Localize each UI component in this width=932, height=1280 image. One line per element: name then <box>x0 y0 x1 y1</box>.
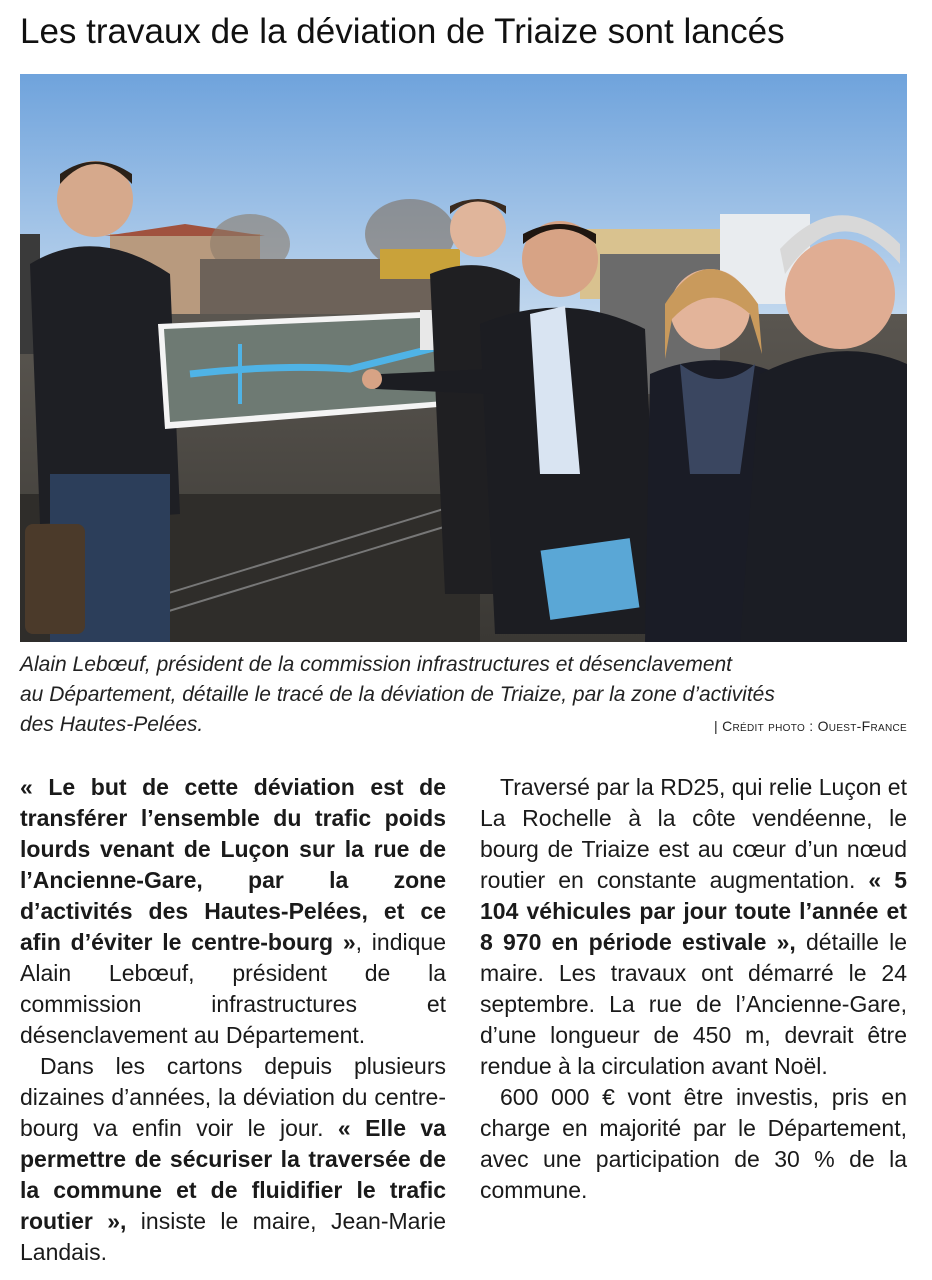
caption-line-1: Alain Lebœuf, président de la commission infrastructures et désenclavement <box>20 653 733 676</box>
photo-illustration <box>20 74 907 642</box>
article-headline: Les travaux de la déviation de Triaize sont lancés <box>20 12 785 51</box>
quote-2: « Elle va permettre de sécuriser la traversée de la commune et de fluidifier le trafic routier », <box>20 1115 446 1234</box>
quote-3: « 5 104 véhicules par jour toute l’année et 8 970 en période estivale », <box>480 867 907 955</box>
caption-line-2: au Département, détaille le tracé de la déviation de Triaize, par la zone d’activités <box>20 683 775 706</box>
paragraph-2 <box>20 1051 446 1268</box>
photo-credit: | Crédit photo : Ouest-France <box>713 718 907 734</box>
article-column-left <box>20 772 446 1268</box>
paragraph-2-text: Dans les cartons depuis plusieurs dizaines d’années, la déviation du centre-bourg va enfin voir le jour. <box>20 1053 446 1141</box>
caption-line-3: des Hautes-Pelées. <box>20 713 204 736</box>
paragraph-3-text: Traversé par la RD25, qui relie Luçon et La Rochelle à la côte vendéenne, le bourg de Triaize est au cœur d’un nœud routier en constante augmentation. <box>480 774 907 893</box>
paragraph-1 <box>20 772 446 1051</box>
quote-1: « Le but de cette déviation est de transférer l’ensemble du trafic poids lourds venant de Luçon sur la rue de l’Ancienne-Gare, par la zone d’activités des Hautes-Pelées, et ce afin d’éviter le centre-bourg » <box>20 774 446 955</box>
paragraph-3-rest: détaille le maire. Les travaux ont démarré le 24 septembre. La rue de l’Ancienne-Gare, d’une longueur de 450 m, devrait être rendue à la circulation avant Noël. <box>480 929 907 1079</box>
article-photo <box>20 74 907 642</box>
paragraph-3 <box>480 772 907 1082</box>
article-column-right <box>480 772 907 1206</box>
paragraph-2-rest: insiste le maire, Jean-Marie Landais. <box>20 1208 446 1265</box>
paragraph-4: 600 000 € vont être investis, pris en charge en majorité par le Département, avec une participation de 30 % de la commune. <box>480 1084 907 1203</box>
paragraph-1-rest: , indique Alain Lebœuf, président de la commission infrastructures et désenclavement au Département. <box>20 929 446 1048</box>
